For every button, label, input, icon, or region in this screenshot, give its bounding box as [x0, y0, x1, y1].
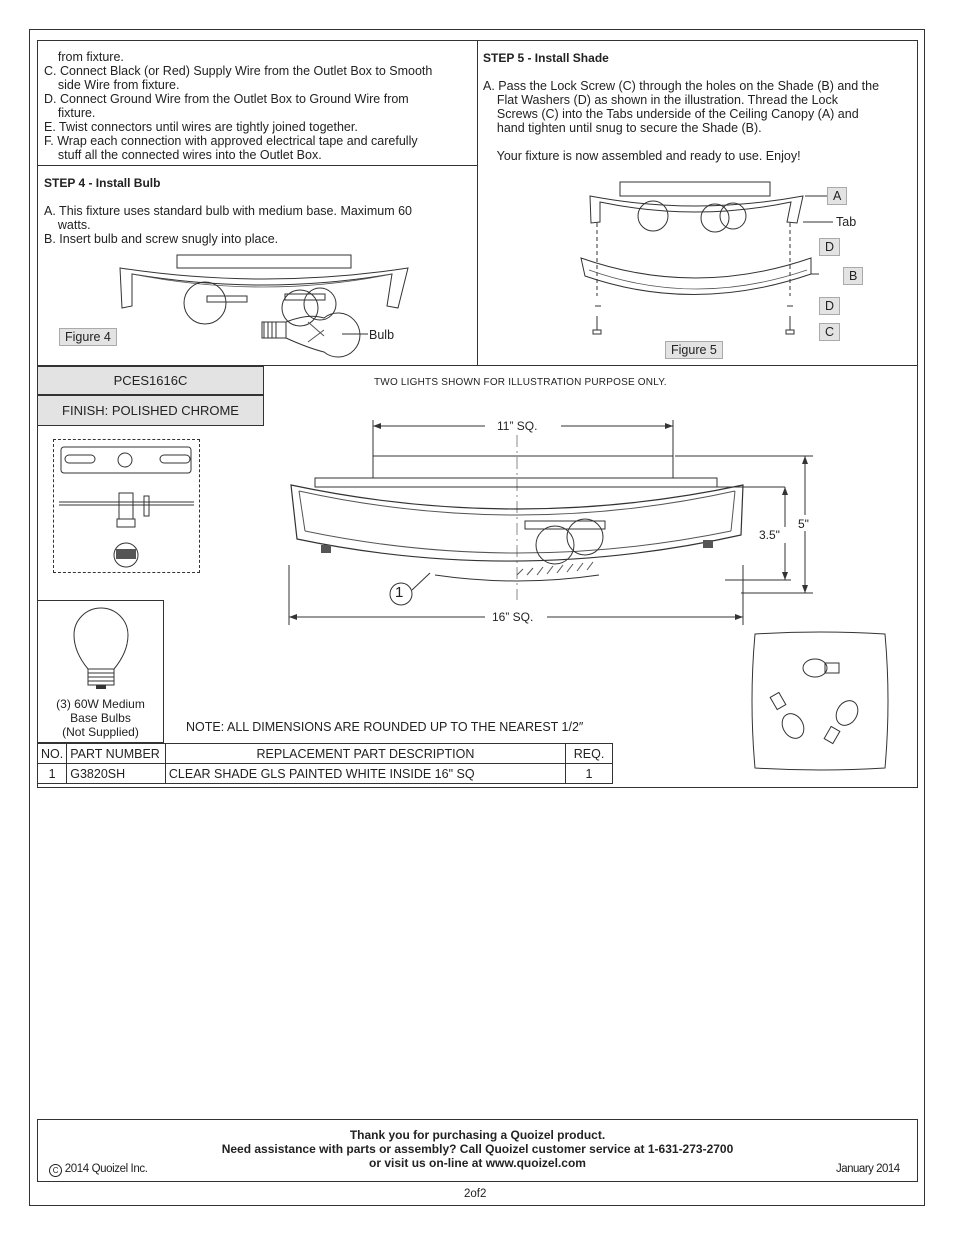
col-header-no: NO. — [38, 744, 67, 764]
footer-text — [37, 1128, 918, 1170]
callout-tab: Tab — [836, 215, 857, 229]
bulb-icon — [70, 607, 132, 691]
step5-heading: STEP 5 - Install Shade — [483, 51, 609, 65]
cell-part-number: G3820SH — [67, 764, 166, 784]
cell-no: 1 — [38, 764, 67, 784]
table-row — [38, 764, 613, 784]
copyright-icon: C — [49, 1164, 62, 1177]
col-header-req: REQ. — [566, 744, 613, 764]
bulb-caption — [37, 697, 164, 739]
step4-line: B. Insert bulb and screw snugly into place. — [44, 232, 279, 246]
figure-5-label: Figure 5 — [665, 341, 723, 359]
callout-d-upper: D — [819, 238, 840, 256]
col-header-description: REPLACEMENT PART DESCRIPTION — [165, 744, 565, 764]
copyright-text: 2014 Quoizel Inc. — [64, 1163, 148, 1175]
dimension-note: NOTE: ALL DIMENSIONS ARE ROUNDED UP TO THE NEAREST 1/2″ — [186, 720, 584, 734]
step5-line: hand tighten until snug to secure the Shade (B). — [483, 121, 762, 135]
step3-line: from fixture. — [44, 50, 124, 64]
dim-top: 11” SQ. — [497, 419, 538, 433]
step5-line — [483, 135, 913, 149]
figure-4-illustration — [110, 250, 410, 365]
callout-a: A — [827, 187, 847, 205]
model-number — [37, 366, 264, 395]
footer-date: January 2014 — [836, 1163, 900, 1175]
hardware-bag-illustration — [749, 630, 891, 772]
step3-text — [44, 50, 474, 162]
finish — [37, 395, 264, 426]
step5-line: Flat Washers (D) as shown in the illustration. Thread the Lock — [483, 93, 839, 107]
step3-line: side Wire from fixture. — [44, 78, 180, 92]
callout-d-lower: D — [819, 297, 840, 315]
cell-description: CLEAR SHADE GLS PAINTED WHITE INSIDE 16" SQ — [165, 764, 565, 784]
bulb-callout: Bulb — [369, 328, 395, 342]
step5-line: A. Pass the Lock Screw (C) through the holes on the Shade (B) and the — [483, 79, 880, 93]
footer-assistance: Need assistance with parts or assembly? Call Quoizel customer service at 1-631-273-2700 — [221, 1142, 734, 1156]
step3-line: fixture. — [44, 106, 96, 120]
dim-height-shade: 3.5" — [759, 528, 780, 542]
footer-thanks: Thank you for purchasing a Quoizel product. — [349, 1128, 606, 1142]
bulb-caption-line: (Not Supplied) — [62, 725, 139, 739]
callout-c: C — [819, 323, 840, 341]
step3-line: D. Connect Ground Wire from the Outlet Box to Ground Wire from — [44, 92, 409, 106]
bulb-caption-line: Base Bulbs — [70, 711, 131, 725]
step4-line: A. This fixture uses standard bulb with medium base. Maximum 60 — [44, 204, 412, 218]
parts-table — [37, 743, 613, 784]
step4-heading: STEP 4 - Install Bulb — [44, 176, 161, 190]
step3-line: E. Twist connectors until wires are tightly joined together. — [44, 120, 358, 134]
step3-line: F. Wrap each connection with approved electrical tape and carefully — [44, 134, 418, 148]
illustration-note: TWO LIGHTS SHOWN FOR ILLUSTRATION PURPOSE ONLY. — [374, 377, 667, 388]
page-number: 2of2 — [464, 1188, 487, 1200]
bulb-caption-line: (3) 60W Medium — [56, 697, 145, 711]
step3-line: C. Connect Black (or Red) Supply Wire from the Outlet Box to Smooth — [44, 64, 433, 78]
copyright — [49, 1163, 148, 1177]
step5-text — [483, 79, 913, 163]
step5-line: Your fixture is now assembled and ready to use. Enjoy! — [483, 149, 801, 163]
step5-line: Screws (C) into the Tabs underside of the Ceiling Canopy (A) and — [483, 107, 859, 121]
dim-height-overall: 5" — [798, 517, 809, 531]
figure-4-label: Figure 4 — [59, 328, 117, 346]
model-number-text: PCES1616C — [113, 373, 188, 388]
step4-line: watts. — [44, 218, 91, 232]
mounting-hardware-illustration — [55, 441, 198, 571]
divider-vertical — [477, 40, 478, 366]
dim-bottom: 16” SQ. — [492, 610, 534, 624]
divider-h-step4 — [37, 165, 478, 166]
part-callout-number: 1 — [395, 584, 404, 601]
footer-website: or visit us on-line at www.quoizel.com — [369, 1156, 586, 1170]
step3-line: stuff all the connected wires into the Outlet Box. — [44, 148, 322, 162]
col-header-part-number: PART NUMBER — [67, 744, 166, 764]
table-header-row — [38, 744, 613, 764]
figure-5-illustration — [575, 178, 825, 343]
callout-b: B — [843, 267, 863, 285]
finish-text: FINISH: POLISHED CHROME — [62, 403, 239, 418]
step4-text — [44, 204, 474, 246]
cell-req: 1 — [566, 764, 613, 784]
fixture-dimension-drawing — [285, 415, 815, 625]
